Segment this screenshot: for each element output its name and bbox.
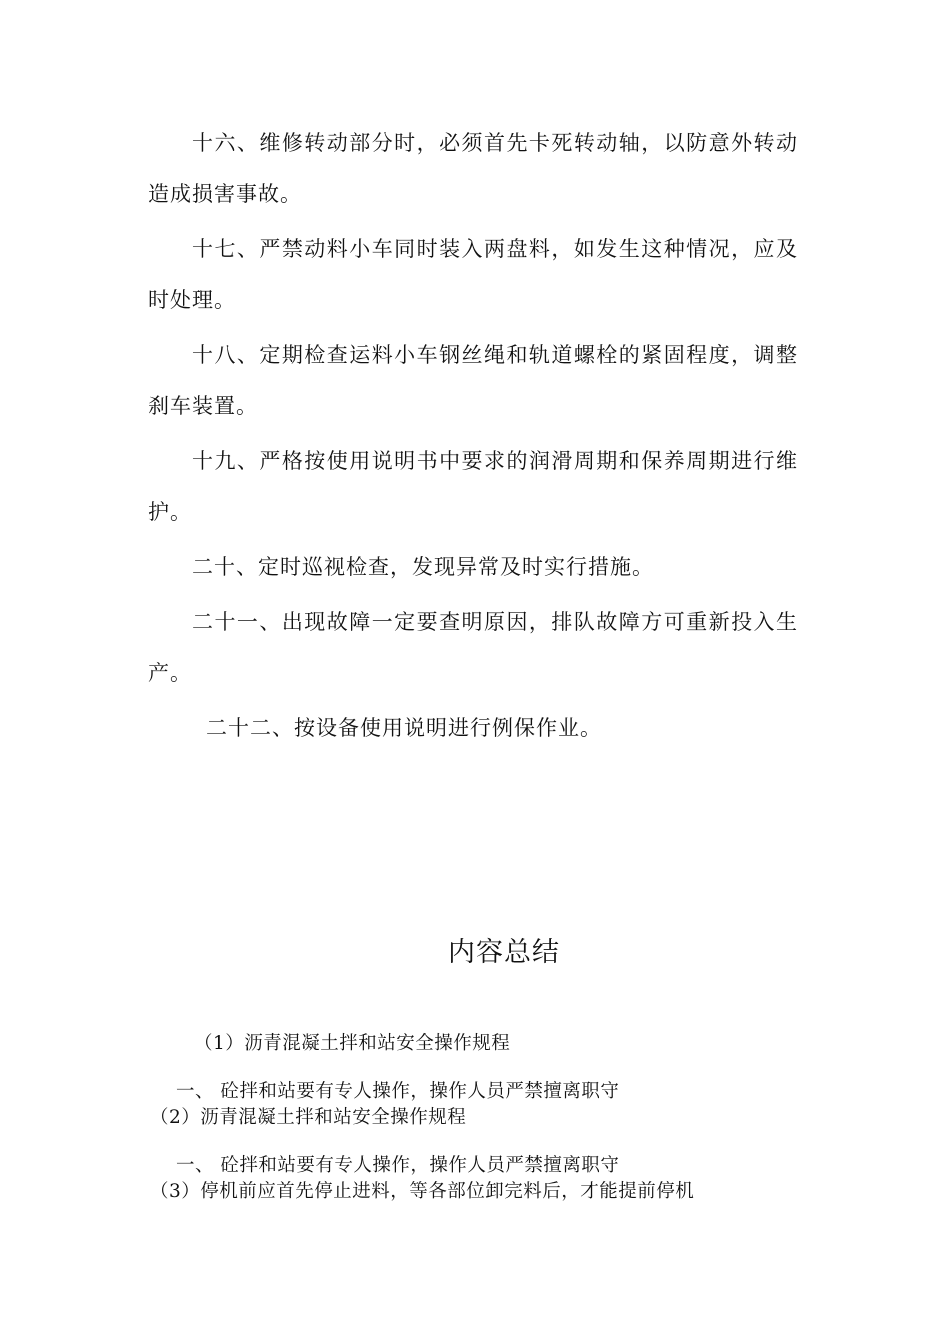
summary-line-3: （2）沥青混凝土拌和站安全操作规程 xyxy=(150,1107,467,1128)
summary-title: 内容总结 xyxy=(448,937,560,968)
rule-16: 十六、维修转动部分时，必须首先卡死转动轴，以防意外转动造成损害事故。 xyxy=(148,131,798,206)
rule-17: 十七、严禁动料小车同时装入两盘料，如发生这种情况，应及时处理。 xyxy=(148,237,798,312)
rule-19: 十九、严格按使用说明书中要求的润滑周期和保养周期进行维护。 xyxy=(148,449,798,524)
safety-rules-list xyxy=(148,118,798,758)
summary-line-5: （3）停机前应首先停止进料，等各部位卸完料后，才能提前停机 xyxy=(150,1181,695,1202)
rule-22: 二十二、按设备使用说明进行例保作业。 xyxy=(206,716,602,740)
rule-20: 二十、定时巡视检查，发现异常及时实行措施。 xyxy=(192,555,654,579)
rule-18: 十八、定期检查运料小车钢丝绳和轨道螺栓的紧固程度，调整刹车装置。 xyxy=(148,343,798,418)
rule-21: 二十一、出现故障一定要查明原因，排队故障方可重新投入生产。 xyxy=(148,610,798,685)
summary-line-2: 一、 砼拌和站要有专人操作，操作人员严禁擅离职守 xyxy=(176,1081,620,1102)
summary-line-1: （1）沥青混凝土拌和站安全操作规程 xyxy=(194,1033,511,1054)
summary-line-4: 一、 砼拌和站要有专人操作，操作人员严禁擅离职守 xyxy=(176,1155,620,1176)
